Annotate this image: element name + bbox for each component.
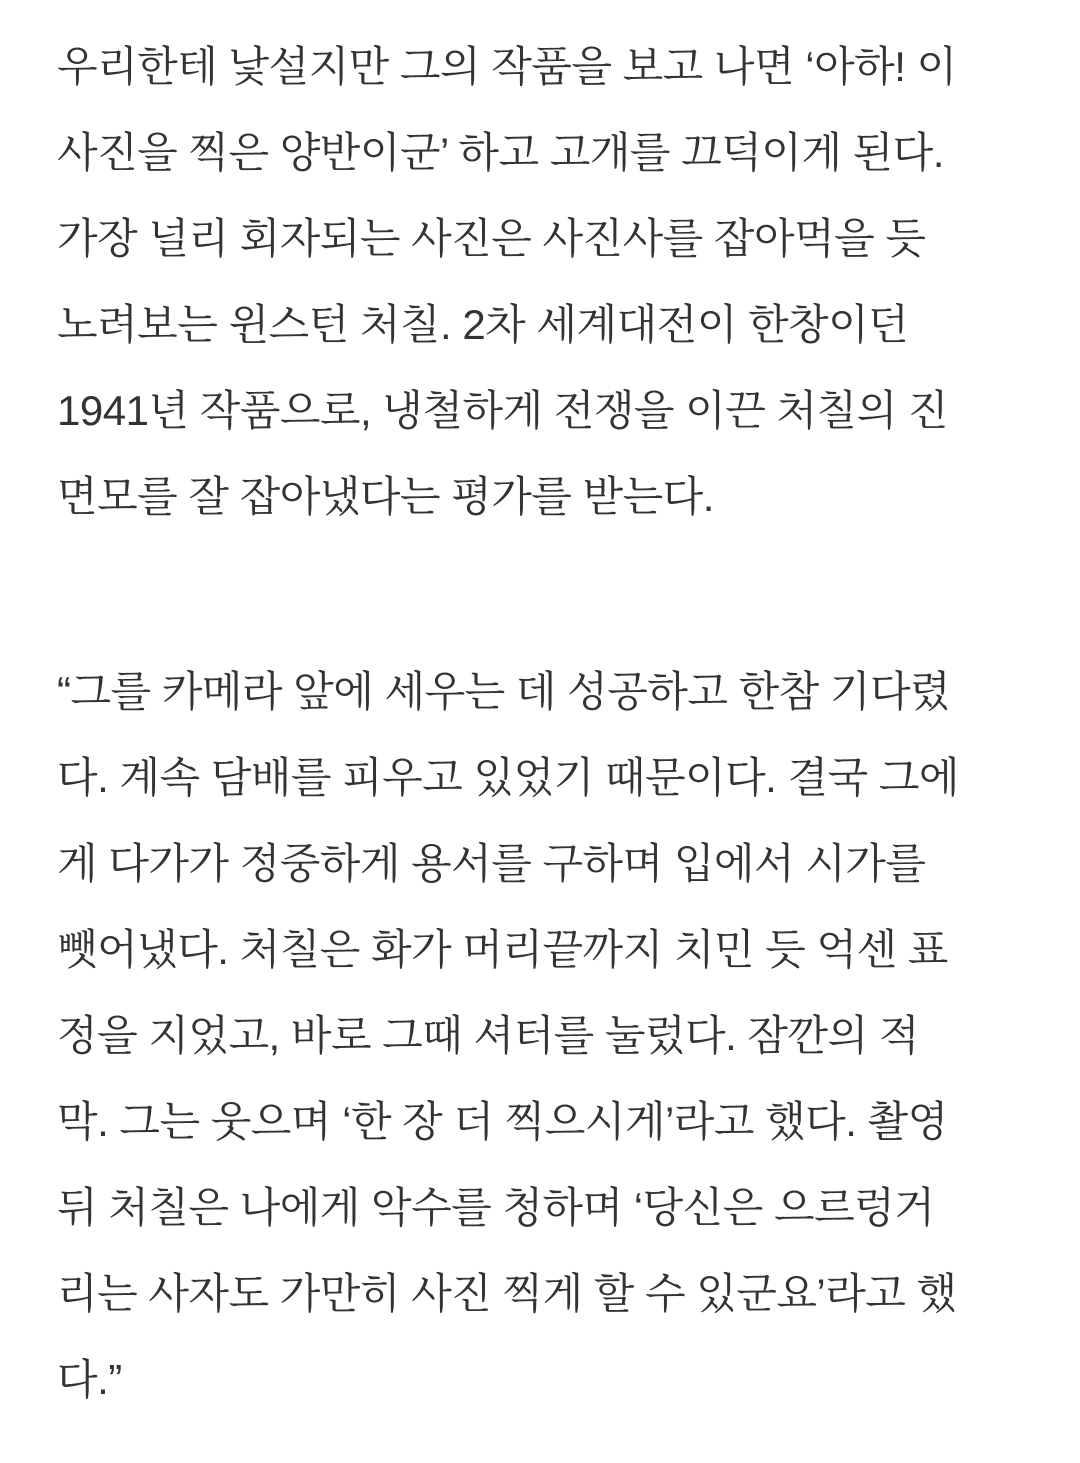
text-line: 우리한테 낯설지만 그의 작품을 보고 나면 ‘아하! 이 (57, 43, 957, 90)
text-line: 노려보는 윈스턴 처칠. 2차 세계대전이 한창이던 (57, 301, 909, 348)
text-line: 막. 그는 웃으며 ‘한 장 더 찍으시게’라고 했다. 촬영 (57, 1098, 948, 1145)
text-line: 다. 계속 담배를 피우고 있었기 때문이다. 결국 그에 (57, 754, 959, 801)
text-line: 1941년 작품으로, 냉철하게 전쟁을 이끈 처칠의 진 (57, 387, 948, 434)
paragraph-churchill-photo (57, 24, 1042, 540)
text-line: 리는 사자도 가만히 사진 찍게 할 수 있군요’라고 했 (57, 1270, 957, 1317)
paragraph-photographer-quote (57, 649, 1042, 1423)
text-line: “그를 카메라 앞에 세우는 데 성공하고 한참 기다렸 (57, 668, 951, 715)
text-line: 게 다가가 정중하게 용서를 구하며 입에서 시가를 (57, 840, 926, 887)
text-line: 다.” (57, 1356, 122, 1403)
text-line: 가장 널리 회자되는 사진은 사진사를 잡아먹을 듯 (57, 215, 926, 262)
text-line: 사진을 찍은 양반이군’ 하고 고개를 끄덕이게 된다. (57, 129, 944, 176)
text-line: 뒤 처칠은 나에게 악수를 청하며 ‘당신은 으르렁거 (57, 1184, 935, 1231)
text-line: 면모를 잘 잡아냈다는 평가를 받는다. (57, 473, 714, 520)
text-line: 뺏어냈다. 처칠은 화가 머리끝까지 치민 듯 억센 표 (57, 926, 948, 973)
text-line: 정을 지었고, 바로 그때 셔터를 눌렀다. 잠깐의 적 (57, 1012, 919, 1059)
